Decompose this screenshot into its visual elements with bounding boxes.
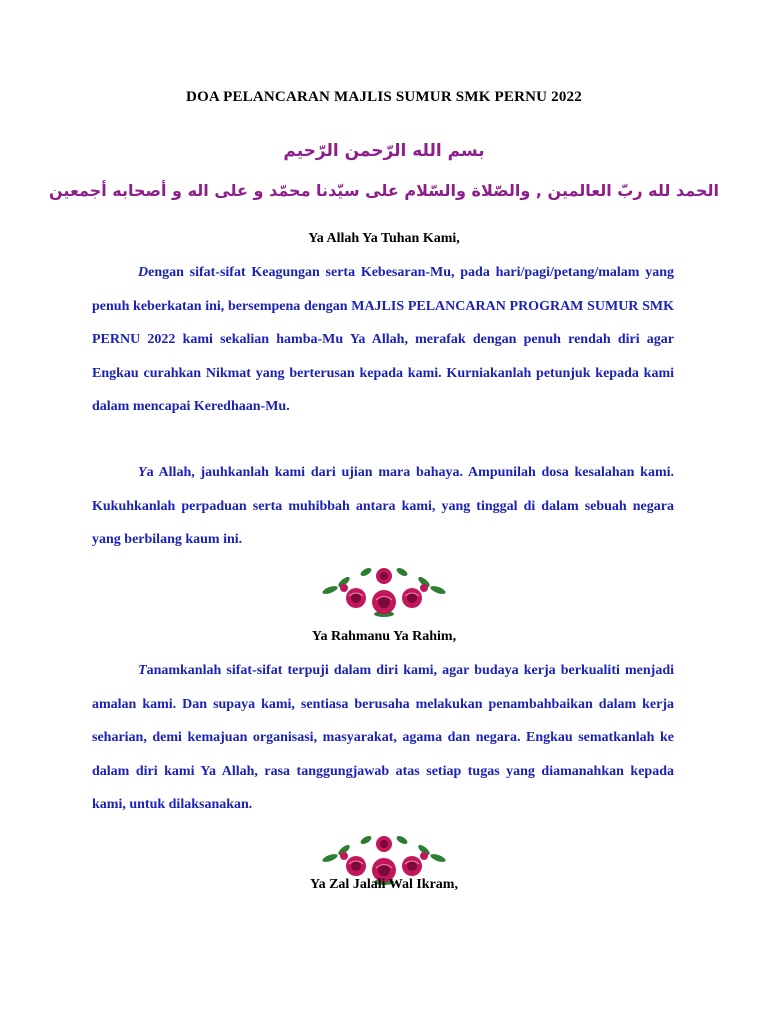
paragraph-text: anamkanlah sifat-sifat terpuji dalam diri kami, agar budaya kerja berkualiti menjadi amalan kami. Dan supaya kami, sentiasa berusaha melakukan penambahbaikan dalam kerja seharian, demi kemajuan organisasi, masyarakat, agama dan negara. Engkau sematkanlah ke dalam diri kami Ya Allah, rasa tanggungjawab atas setiap tugas yang diamanahkan kepada kami, untuk dilaksanakan. <box>92 663 674 812</box>
document-title: DOA PELANCARAN MAJLIS SUMUR SMK PERNU 2022 <box>186 89 582 105</box>
paragraph-lead-letter: Y <box>138 465 147 480</box>
section-heading-3: Ya Zal Jalali Wal Ikram, <box>310 877 458 892</box>
paragraph-3 <box>92 654 674 822</box>
section-heading-1: Ya Allah Ya Tuhan Kami, <box>308 231 460 246</box>
rose-ornament-icon <box>322 560 446 620</box>
paragraph-2 <box>92 456 674 557</box>
paragraph-text: engan sifat-sifat Keagungan serta Kebesaran-Mu, pada hari/pagi/petang/malam yang penuh keberkatan ini, bersempena dengan MAJLIS PELANCARAN PROGRAM SUMUR SMK PERNU 2022 kami sekalian hamba-Mu Ya Allah, merafak dengan penuh rendah diri agar Engkau curahkan Nikmat yang berterusan kepada kami. Kurniakanlah petunjuk kepada kami dalam mencapai Keredhaan-Mu. <box>92 265 674 414</box>
paragraph-text: a Allah, jauhkanlah kami dari ujian mara bahaya. Ampunilah dosa kesalahan kami. Kukuhkanlah perpaduan serta muhibbah antara kami, yang tinggal di dalam sebuah negara yang berbilang kaum ini. <box>92 465 674 547</box>
paragraph-lead-letter: D <box>138 265 149 280</box>
hamdalah: الحمد لله ربّ العالمين , والصّلاة والسّلام على سيّدنا محمّد و على اله و أصحابه أجمعين <box>49 181 719 200</box>
section-heading-2: Ya Rahmanu Ya Rahim, <box>311 629 457 644</box>
bismillah: بسم الله الرّحمن الرّحيم <box>283 141 485 161</box>
paragraph-1 <box>92 256 674 424</box>
paragraph-lead-letter: T <box>138 663 147 678</box>
